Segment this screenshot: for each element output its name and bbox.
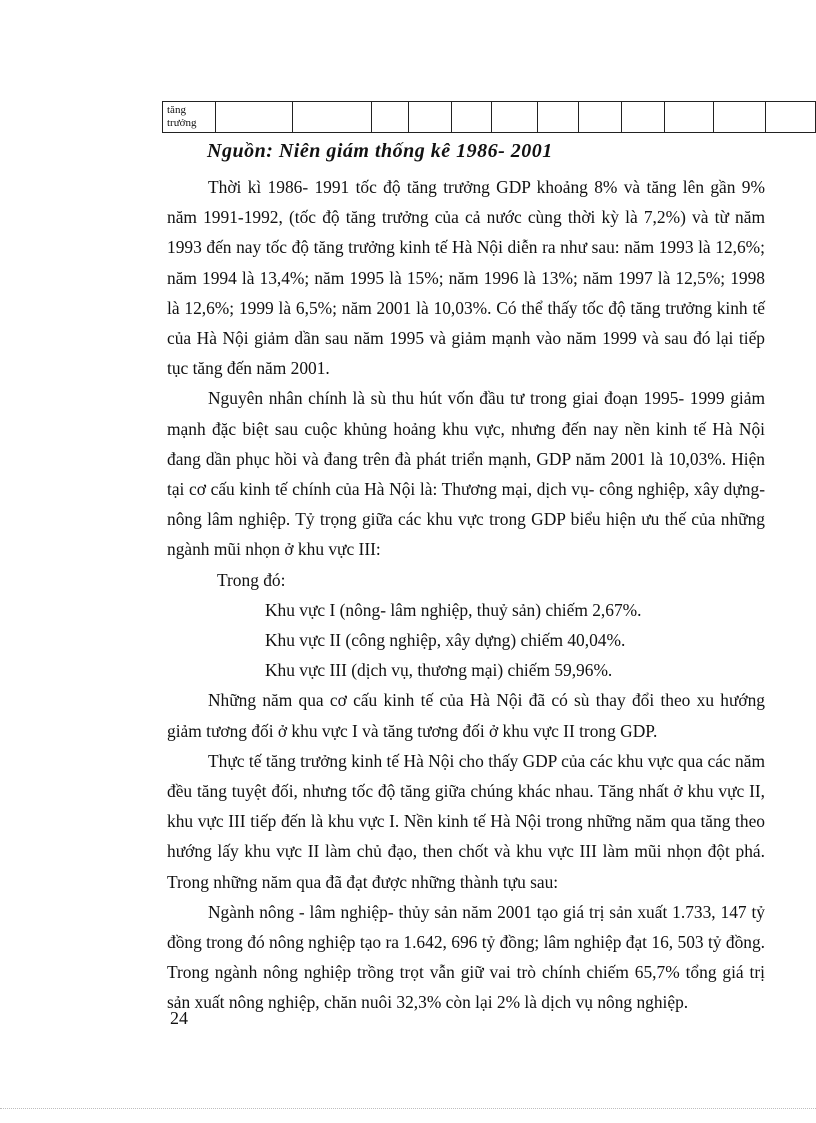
table-row-label: tăng trưởng — [163, 102, 216, 133]
table-cell — [216, 102, 293, 133]
table-cell — [372, 102, 409, 133]
paragraph: Thực tế tăng trưởng kinh tế Hà Nội cho thấy GDP của các khu vực qua các năm đều tăng tuyệt đối, nhưng tốc độ tăng giữa chúng khác nhau. Tăng nhất ở khu vực II, khu vực III tiếp đến là khu vực I. Nền kinh tế Hà Nội trong những năm qua tăng theo hướng lấy khu vực II làm chủ đạo, then chốt và khu vực III làm mũi nhọn đột phá. Trong những năm qua đã đạt được những thành tựu sau: — [167, 750, 765, 892]
table-cell — [665, 102, 714, 133]
table-row — [163, 102, 816, 133]
table-cell — [537, 102, 578, 133]
table-cell — [579, 102, 622, 133]
table-cell — [452, 102, 492, 133]
paragraph: Trong đó: — [217, 569, 286, 590]
footer-divider — [0, 1108, 816, 1109]
page-number: 24 — [170, 1008, 188, 1028]
sector-line: Khu vực I (nông- lâm nghiệp, thuỷ sản) chiếm 2,67%. — [265, 599, 642, 620]
growth-table-fragment — [162, 101, 816, 133]
paragraph: Thời kì 1986- 1991 tốc độ tăng trưởng GDP khoảng 8% và tăng lên gần 9% năm 1991-1992, (tốc độ tăng trưởng của cả nước cùng thời kỳ là 7,2%) và từ năm 1993 đến nay tốc độ tăng trưởng kinh tế Hà Nội diễn ra như sau: năm 1993 là 12,6%; năm 1994 là 13,4%; năm 1995 là 15%; năm 1996 là 13%; năm 1997 là 12,5%; 1998 là 12,6%; 1999 là 6,5%; năm 2001 là 10,03%. Có thể thấy tốc độ tăng trưởng kinh tế của Hà Nội giảm dần sau năm 1995 và giảm mạnh vào năm 1999 và sau đó lại tiếp tục tăng đến năm 2001. — [167, 177, 765, 379]
table-cell — [622, 102, 665, 133]
body-text — [167, 172, 765, 1018]
table-cell — [409, 102, 452, 133]
table-cell — [765, 102, 815, 133]
table-cell — [292, 102, 371, 133]
table-cell — [714, 102, 765, 133]
sector-line: Khu vực II (công nghiệp, xây dựng) chiếm 40,04%. — [265, 630, 626, 651]
paragraph: Những năm qua cơ cấu kinh tế của Hà Nội đã có sù thay đổi theo xu hướng giảm tương đối ở khu vực I và tăng tương đối ở khu vực II trong GDP. — [167, 690, 765, 741]
sector-line: Khu vực III (dịch vụ, thương mại) chiếm 59,96%. — [265, 660, 613, 681]
table-source-caption: Nguồn: Niên giám thống kê 1986- 2001 — [207, 140, 553, 162]
paragraph: Nguyên nhân chính là sù thu hút vốn đầu tư trong giai đoạn 1995- 1999 giảm mạnh đặc biệt sau cuộc khủng hoảng khu vực, nhưng đến nay nền kinh tế Hà Nội đang dần phục hồi và đang trên đà phát triển mạnh, GDP năm 2001 là 10,03%. Hiện tại cơ cấu kinh tế chính của Hà Nội là: Thương mại, dịch vụ- công nghiệp, xây dựng- nông lâm nghiệp. Tỷ trọng giữa các khu vực trong GDP biểu hiện ưu thế của những ngành mũi nhọn ở khu vực III: — [167, 388, 765, 560]
table-cell — [492, 102, 538, 133]
paragraph: Ngành nông - lâm nghiệp- thủy sản năm 2001 tạo giá trị sản xuất 1.733, 147 tỷ đồng trong đó nông nghiệp tạo ra 1.642, 696 tỷ đồng; lâm nghiệp đạt 16, 503 tỷ đồng. Trong ngành nông nghiệp trồng trọt vẫn giữ vai trò chính chiếm 65,7% tổng giá trị sản xuất nông nghiệp, chăn nuôi 32,3% còn lại 2% là dịch vụ nông nghiệp. — [167, 901, 765, 1013]
